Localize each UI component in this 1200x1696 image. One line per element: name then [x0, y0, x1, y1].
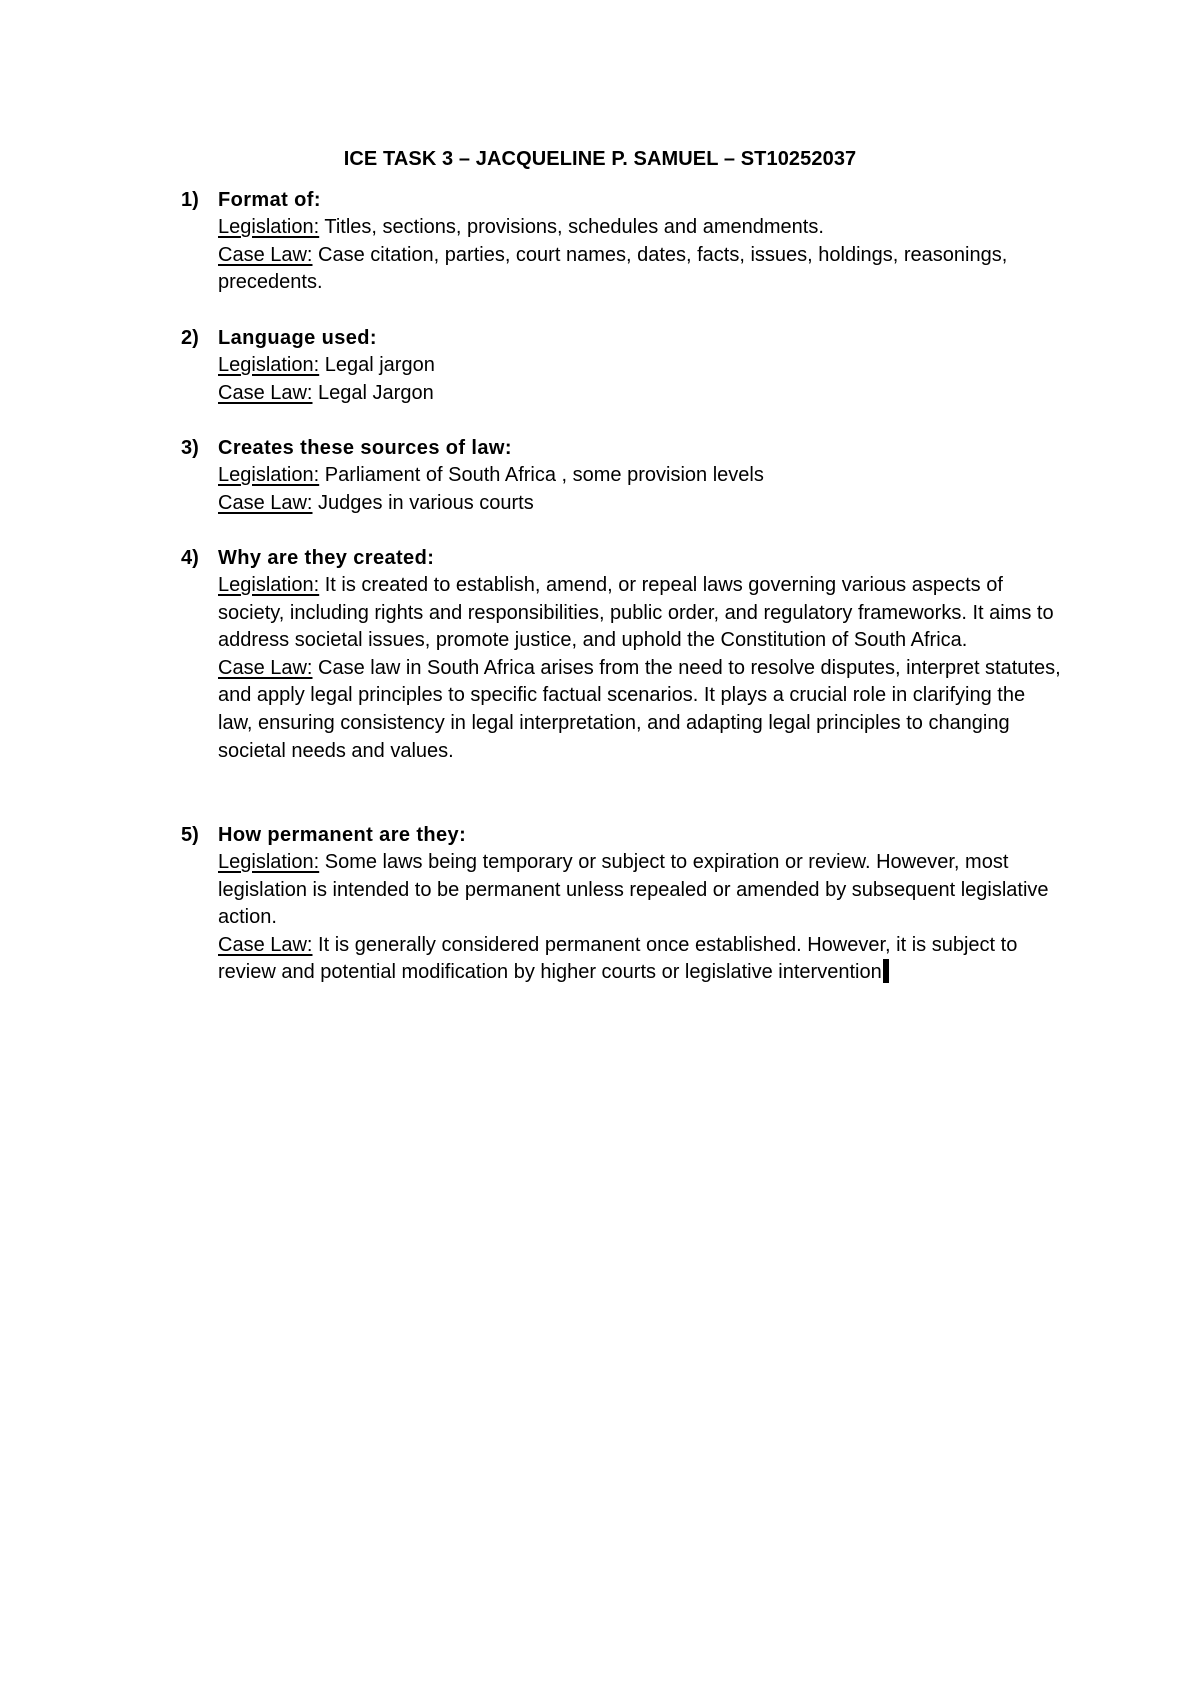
legislation-text: It is created to establish, amend, or repeal laws governing various aspects of society, including rights and responsibilities, public order, and regulatory frameworks. It aims to address societal issues, promote justice, and uphold the Constitution of South Africa.	[218, 574, 1054, 652]
section-permanence	[181, 821, 1061, 987]
legislation-entry	[218, 849, 1061, 932]
text-cursor	[883, 959, 889, 983]
case-law-text: Case law in South Africa arises from the need to resolve disputes, interpret statutes, and apply legal principles to specific factual scenarios. It plays a crucial role in clarifying the law, ensuring consistency in legal interpretation, and adapting legal principles to changing societal needs and values.	[218, 656, 1061, 762]
section-format	[181, 186, 1061, 297]
legislation-text: Parliament of South Africa , some provision levels	[319, 464, 764, 486]
legislation-label: Legislation:	[218, 354, 320, 376]
section-heading: Format of:	[218, 189, 321, 211]
section-body	[218, 821, 1061, 987]
section-heading: How permanent are they:	[218, 824, 467, 846]
case-law-text: It is generally considered permanent once established. However, it is subject to review and potential modification by higher courts or legislative intervention	[218, 933, 1018, 984]
section-heading: Language used:	[218, 327, 377, 349]
case-law-label: Case Law:	[218, 656, 313, 679]
legislation-text: Titles, sections, provisions, schedules and amendments.	[319, 216, 824, 238]
legislation-entry	[218, 352, 1061, 380]
case-law-entry	[218, 490, 1061, 518]
section-number: 4)	[181, 547, 199, 569]
case-law-label: Case Law:	[218, 243, 313, 266]
case-law-entry	[218, 380, 1061, 408]
legislation-text: Some laws being temporary or subject to expiration or review. However, most legislation is intended to be permanent unless repealed or amended by subsequent legislative action.	[218, 851, 1049, 929]
section-number: 3)	[181, 437, 199, 459]
case-law-entry	[218, 655, 1061, 765]
legislation-entry	[218, 462, 1061, 490]
document-title: ICE TASK 3 – JACQUELINE P. SAMUEL – ST10252037	[343, 148, 857, 170]
legislation-label: Legislation:	[218, 464, 320, 486]
section-heading: Creates these sources of law:	[218, 437, 512, 459]
case-law-label: Case Law:	[218, 491, 313, 514]
legislation-label: Legislation:	[218, 851, 320, 873]
section-why-created	[181, 544, 1061, 765]
section-number: 5)	[181, 824, 199, 846]
section-language	[181, 324, 1061, 407]
section-number: 2)	[181, 327, 199, 349]
section-body	[218, 434, 1061, 517]
case-law-text: Case citation, parties, court names, dates, facts, issues, holdings, reasonings, precedents.	[218, 243, 1008, 294]
case-law-label: Case Law:	[218, 381, 313, 404]
section-sources	[181, 434, 1061, 517]
case-law-label: Case Law:	[218, 933, 313, 956]
legislation-text: Legal jargon	[319, 354, 435, 376]
legislation-label: Legislation:	[218, 216, 320, 238]
legislation-entry	[218, 572, 1061, 655]
section-body	[218, 186, 1061, 297]
section-body	[218, 324, 1061, 407]
legislation-entry	[218, 214, 1061, 242]
case-law-text: Legal Jargon	[312, 381, 434, 404]
section-heading: Why are they created:	[218, 547, 435, 569]
section-number: 1)	[181, 189, 199, 211]
case-law-text: Judges in various courts	[312, 491, 534, 514]
case-law-entry	[218, 932, 1061, 987]
case-law-entry	[218, 242, 1061, 297]
section-body	[218, 544, 1061, 765]
legislation-label: Legislation:	[218, 574, 320, 596]
